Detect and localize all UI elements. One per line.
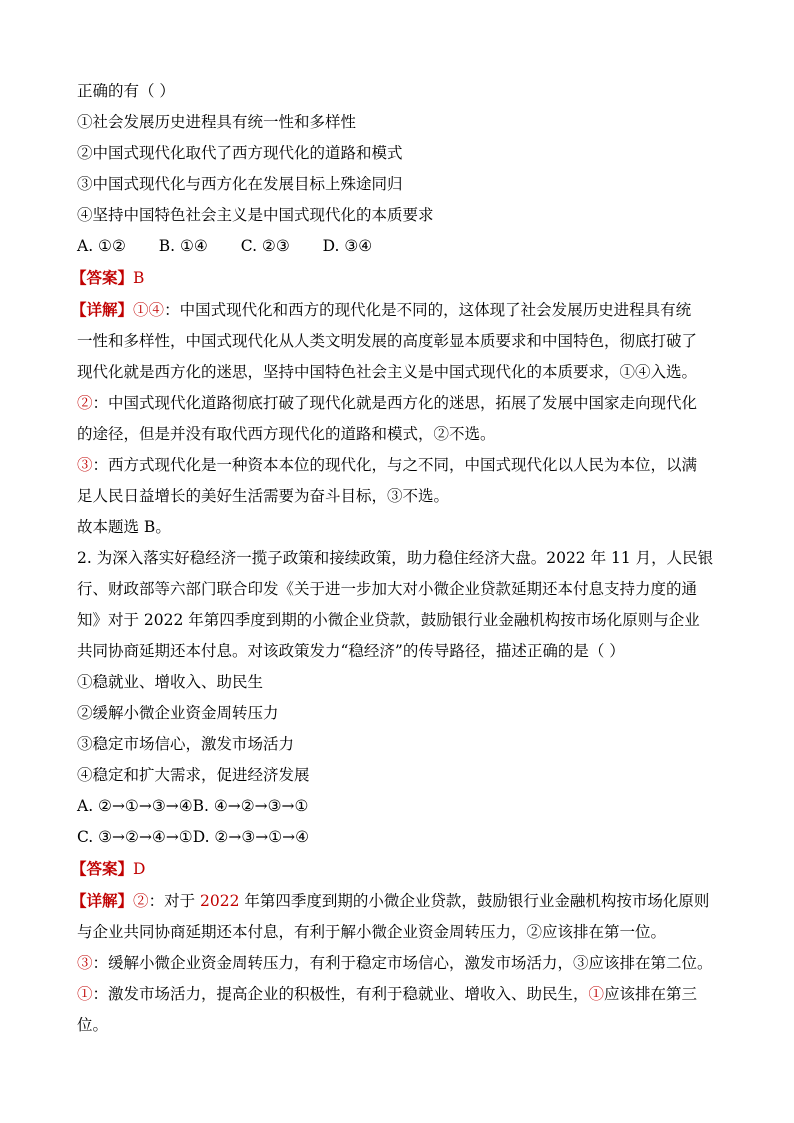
detail-bracket-open: 【 bbox=[71, 891, 87, 910]
q2-answer bbox=[71, 853, 719, 885]
q1-option-a: A. ①② bbox=[77, 237, 126, 255]
q1-detail-para-3-line-2: 足人民日益增长的美好生活需要为奋斗目标，③不选。 bbox=[77, 487, 450, 505]
detail-text: ：中国式现代化道路彻底打破了现代化就是西方化的迷思，拓展了发展中国家走向现代化 bbox=[92, 394, 698, 412]
detail-text: ：西方式现代化是一种资本本位的现代化，与之不同，中国式现代化以人民为本位，以满 bbox=[92, 456, 698, 474]
detail-marker: ③ bbox=[77, 456, 93, 474]
answer-value: D bbox=[133, 860, 146, 878]
q1-stem-tail: 正确的有（ ） bbox=[77, 82, 175, 100]
detail-text: ：缓解小微企业资金周转压力，有利于稳定市场信心，激发市场活力，③应该排在第二位。 bbox=[92, 954, 713, 972]
document-body bbox=[71, 76, 719, 1041]
detail-bracket-close: 】 bbox=[117, 300, 134, 319]
detail-text: 年第四季度到期的小微企业贷款，鼓励银行业金融机构按市场化原则 bbox=[239, 892, 710, 910]
q1-statement-2: ②中国式现代化取代了西方现代化的道路和模式 bbox=[77, 144, 403, 162]
q1-options bbox=[77, 231, 719, 262]
detail-text: ：中国式现代化和西方的现代化是不同的，这体现了社会发展历史进程具有统 bbox=[164, 301, 692, 319]
detail-label: 详解 bbox=[86, 891, 118, 910]
q1-detail-para-3-line-1 bbox=[77, 450, 719, 481]
q2-statement-1: ①稳就业、增收入、助民生 bbox=[77, 673, 264, 691]
q2-statement-4: ④稳定和扩大需求，促进经济发展 bbox=[77, 766, 310, 784]
detail-lead-marker: ①④ bbox=[133, 301, 165, 319]
q2-statement-2: ②缓解小微企业资金周转压力 bbox=[77, 704, 279, 722]
q2-options-line-2: C. ③→②→④→①D. ②→③→①→④ bbox=[77, 828, 309, 846]
q2-stem-line-2: 行、财政部等六部门联合印发《关于进一步加大对小微企业贷款延期还本付息支持力度的通 bbox=[77, 580, 698, 598]
answer-label: 答案 bbox=[86, 859, 118, 878]
q1-detail-line-2: 一性和多样性，中国式现代化从人类文明发展的高度彰显本质要求和中国特色，彻底打破了 bbox=[77, 332, 698, 350]
detail-text: ：激发市场活力，提高企业的积极性，有利于稳就业、增收入、助民生， bbox=[92, 985, 589, 1003]
answer-value: B bbox=[133, 269, 145, 287]
detail-bracket-close: 】 bbox=[117, 891, 134, 910]
q2-detail-para-3-line-1 bbox=[77, 979, 719, 1010]
q2-detail-line-1 bbox=[71, 885, 719, 917]
q1-statement-1: ①社会发展历史进程具有统一性和多样性 bbox=[77, 113, 357, 131]
q1-option-c: C. ②③ bbox=[240, 237, 290, 255]
detail-marker-inline: ① bbox=[588, 985, 605, 1003]
answer-bracket-close: 】 bbox=[117, 859, 134, 878]
q2-detail-line-2: 与企业共同协商延期还本付息，有利于解小微企业资金周转压力，②应该排在第一位。 bbox=[77, 923, 667, 941]
q1-statement-3: ③中国式现代化与西方化在发展目标上殊途同归 bbox=[77, 175, 403, 193]
answer-bracket-open: 【 bbox=[71, 268, 87, 287]
q2-statement-3: ③稳定市场信心，激发市场活力 bbox=[77, 735, 295, 753]
detail-marker: ② bbox=[77, 394, 93, 412]
detail-marker: ① bbox=[77, 985, 93, 1003]
q1-answer bbox=[71, 262, 719, 294]
q1-conclusion: 故本题选 B。 bbox=[77, 518, 171, 536]
q1-detail-para-2-line-1 bbox=[77, 388, 719, 419]
q2-detail-para-2 bbox=[77, 948, 719, 979]
q1-detail-line-3: 现代化就是西方化的迷思，坚持中国特色社会主义是中国式现代化的本质要求，①④入选。 bbox=[77, 363, 698, 381]
detail-text: 应该排在第三 bbox=[604, 985, 698, 1003]
detail-label: 详解 bbox=[86, 300, 118, 319]
q2-stem-line-1: 2. 为深入落实好稳经济一揽子政策和接续政策，助力稳住经济大盘。2022 年 11 月，人民银 bbox=[77, 549, 714, 567]
answer-bracket-open: 【 bbox=[71, 859, 87, 878]
q1-option-d: D. ③④ bbox=[322, 237, 373, 255]
q1-detail-para-2-line-2: 的途径，但是并没有取代西方现代化的道路和模式，②不选。 bbox=[77, 425, 496, 443]
q2-options-line-1: A. ②→①→③→④B. ④→②→③→① bbox=[77, 797, 309, 815]
q2-stem-line-3: 知》对于 2022 年第四季度到期的小微企业贷款，鼓励银行业金融机构按市场化原则与企业 bbox=[77, 611, 700, 629]
q1-statement-4: ④坚持中国特色社会主义是中国式现代化的本质要求 bbox=[77, 206, 434, 224]
q2-detail-para-3-line-2: 位。 bbox=[77, 1016, 109, 1034]
detail-marker: ③ bbox=[77, 954, 93, 972]
q1-detail-line-1 bbox=[71, 294, 719, 326]
answer-bracket-close: 】 bbox=[117, 268, 134, 287]
detail-lead-marker: ② bbox=[133, 892, 149, 910]
detail-text: ：对于 bbox=[148, 892, 200, 910]
detail-year: 2022 bbox=[200, 892, 240, 910]
detail-bracket-open: 【 bbox=[71, 300, 87, 319]
q1-option-b: B. ①④ bbox=[158, 237, 208, 255]
q2-stem-line-4: 共同协商延期还本付息。对该政策发力“稳经济”的传导路径，描述正确的是（ ） bbox=[77, 642, 625, 660]
answer-label: 答案 bbox=[86, 268, 118, 287]
